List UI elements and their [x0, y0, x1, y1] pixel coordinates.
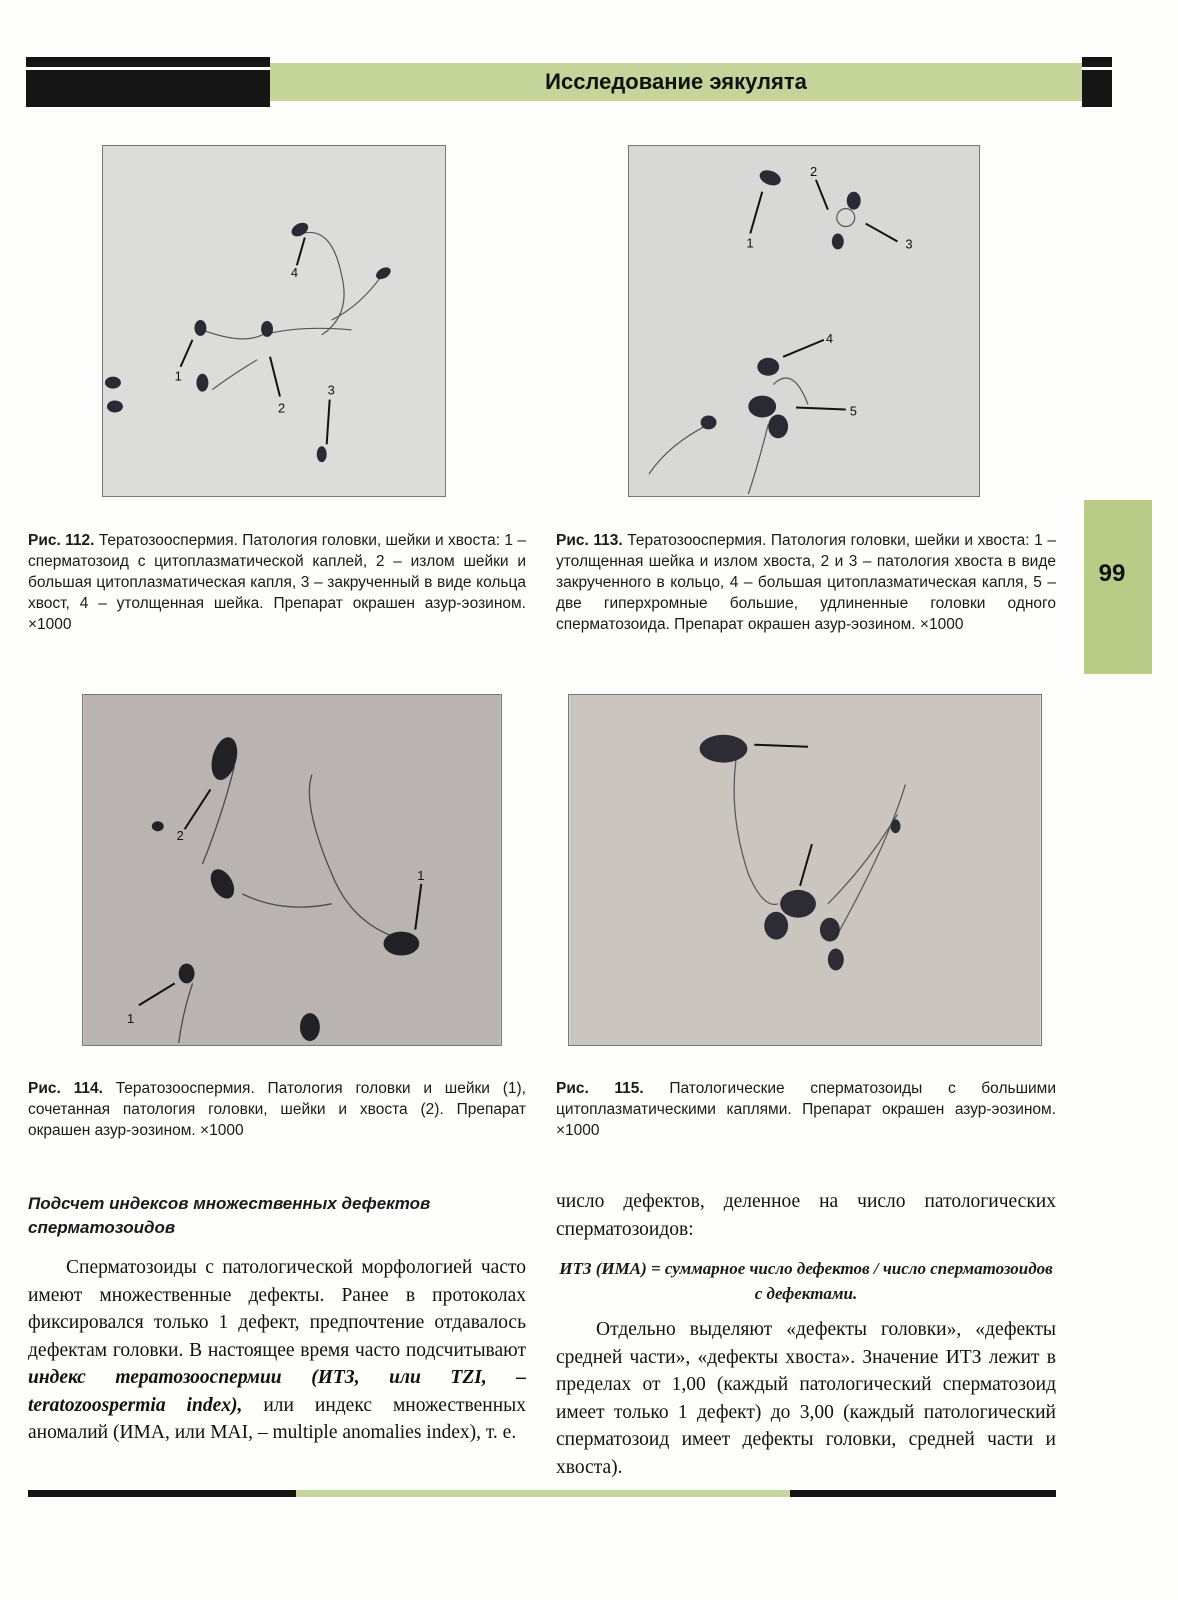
fig112-label-1: 1 [174, 368, 182, 384]
fig113-label-1: 1 [746, 235, 754, 251]
caption-fig-112 [28, 530, 526, 635]
paragraph-left-emphasis: индекс тератозооспермии (ИТЗ, или TZI, – teratozoospermia index), [28, 1367, 526, 1416]
figure-112-photo [102, 145, 446, 497]
micrograph-112 [103, 146, 445, 496]
page-number: 99 [1098, 560, 1126, 587]
caption-fig-115 [556, 1078, 1056, 1141]
footer-bar-left [28, 1490, 296, 1497]
caption-fig-113 [556, 530, 1056, 635]
caption-label-115: Рис. 115. [556, 1080, 644, 1097]
figure-115-photo [568, 694, 1042, 1046]
figure-114-photo [82, 694, 502, 1046]
fig114-label-2: 2 [176, 828, 184, 844]
header-band-left [26, 57, 270, 107]
fig112-label-2: 2 [277, 400, 286, 416]
caption-label-114: Рис. 114. [28, 1080, 103, 1097]
fig113-label-5: 5 [849, 403, 857, 419]
caption-fig-114 [28, 1078, 526, 1141]
header-stripe-right [1082, 67, 1112, 70]
paragraph-left-end: или индекс множественных аномалий (ИМА, или MAI, – multiple anomalies index), т. е. [28, 1394, 526, 1443]
fig114-label-1-right: 1 [417, 867, 425, 883]
caption-text-114: Тератозооспермия. Патология головки и шейки (1), сочетанная патология головки, шейки и хвоста (2). Препарат окрашен азур-эозином. ×1000 [28, 1080, 526, 1139]
formula: ИТЗ (ИМА) = суммарное число дефектов / число сперматозоидов с дефектами. [559, 1259, 1053, 1303]
caption-text-112: Тератозооспермия. Патология головки, шейки и хвоста: 1 – сперматозоид с цитоплазматической каплей, 2 – излом шейки и большая цитоплазматическая капля, 3 – закрученный в виде кольца хвост, 4 – утолщенная шейка. Препарат окрашен азур-эозином. ×1000 [28, 532, 527, 633]
micrograph-113 [629, 146, 979, 496]
fig113-label-2: 2 [809, 163, 818, 179]
footer-bar-right [790, 1490, 1056, 1497]
footer-bar-middle [296, 1490, 790, 1497]
caption-label-113: Рис. 113. [556, 532, 623, 549]
micrograph-115 [569, 695, 1041, 1045]
fig112-label-3: 3 [327, 382, 335, 398]
paragraph-left-start: Сперматозоиды с патологической морфологией часто имеют множественные дефекты. Ранее в протоколах фиксировался только 1 дефект, предпочтение отдавалось дефектам головки. В настоящее время часто подсчитывают [28, 1257, 526, 1361]
header-band-right [1082, 57, 1112, 107]
caption-label-112: Рис. 112. [28, 532, 95, 549]
paragraph-right-2: Отдельно выделяют «дефекты головки», «дефекты средней части», «дефекты хвоста». Значение ИТЗ лежит в пределах от 1,00 (каждый патологический сперматозоид имеет только 1 дефект) до 3,00 (каждый патологический сперматозоид имеет дефекты головки, средней части и хвоста). [556, 1319, 1056, 1478]
paragraph-right-1: число дефектов, деленное на число патологических сперматозоидов: [556, 1191, 1056, 1240]
paragraph-left [28, 1254, 526, 1447]
section-heading: Подсчет индексов множественных дефектов сперматозоидов [28, 1194, 431, 1237]
caption-text-115: Патологические сперматозоиды с большими цитоплазматическими каплями. Препарат окрашен азур-эозином. ×1000 [556, 1080, 1056, 1139]
fig112-label-4: 4 [290, 265, 299, 281]
header-stripe-left [26, 67, 270, 70]
running-header-title: Исследование эякулята [545, 69, 807, 94]
fig113-label-3: 3 [905, 236, 913, 252]
fig114-label-1-left: 1 [126, 1011, 135, 1027]
caption-text-113: Тератозооспермия. Патология головки, шейки и хвоста: 1 – утолщенная шейка и излом хвоста, 2 и 3 – патология хвоста в виде закрученного в кольцо, 4 – большая цитоплазматическая капля, 5 – две гиперхромные большие, удлиненные головки одного сперматозоида. Препарат окрашен азур-эозином. ×1000 [556, 532, 1056, 633]
figure-113-photo [628, 145, 980, 497]
fig113-label-4: 4 [825, 330, 834, 346]
micrograph-114 [83, 695, 501, 1045]
